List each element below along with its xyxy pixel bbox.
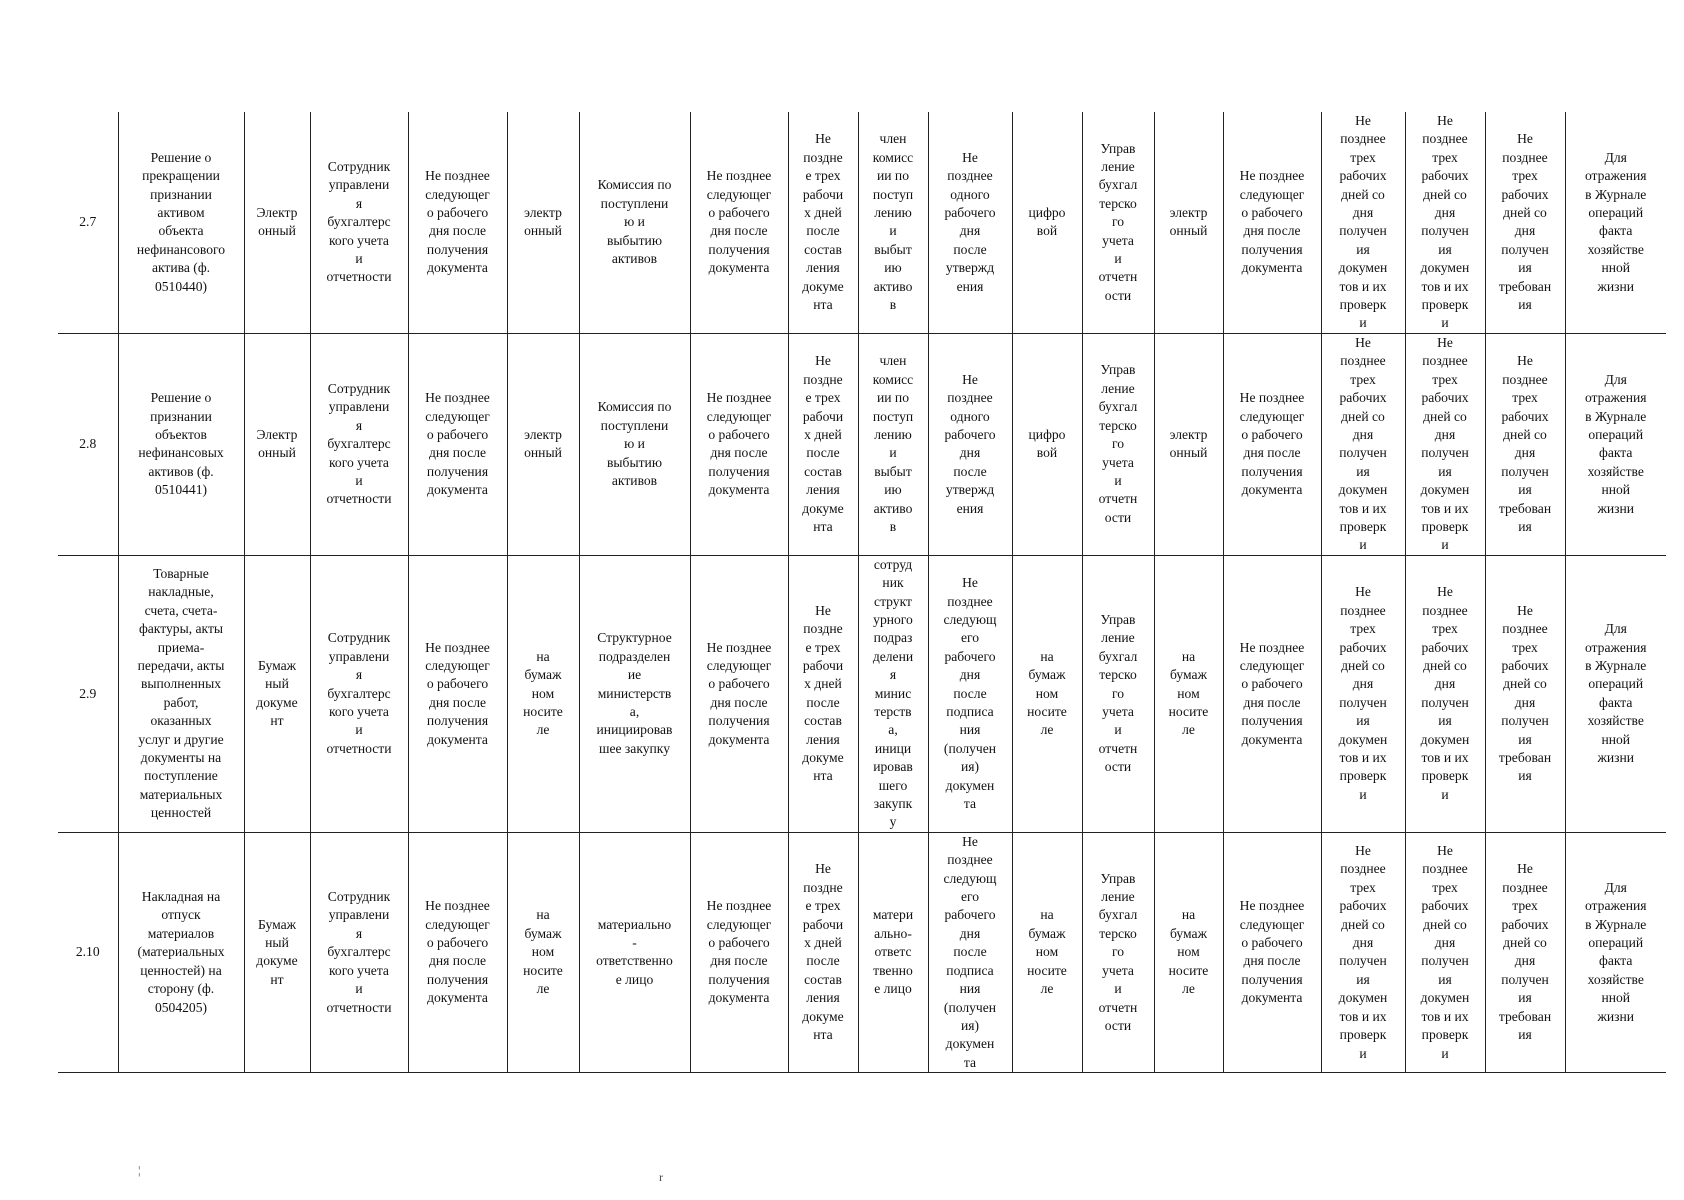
cell-text: электр онный [524,426,562,461]
table-cell [408,555,507,832]
cell-text: Бумаж ный докуме нт [256,916,298,987]
cell-text: Не поздне е трех рабочи х дней после состав ления докуме нта [802,353,844,534]
cell-text: Не позднее трех рабочих дней со дня получен ия докумен тов и их проверк и [1338,334,1388,553]
cell-text: цифро вой [1028,205,1066,239]
cell-text: Решение о прекращении признании активом объекта нефинансового актива (ф. 0510440) [136,149,226,294]
table-cell [579,555,690,832]
table-cell [1223,832,1321,1072]
table-cell [858,333,928,555]
row-number-cell [58,333,118,555]
row-number: 2.7 [79,214,97,230]
cell-text: Не поздне е трех рабочи х дней после состав ления докуме нта [802,131,844,313]
table-cell [928,832,1012,1072]
cell-text: Не позднее следующег о рабочего дня после получения документа [706,639,772,747]
cell-text: Для отражения в Журнале операций факта хозяйстве нной жизни [1584,621,1647,766]
table-cell [118,555,244,832]
table-cell [1154,112,1223,333]
row-number-cell [58,555,118,832]
table-row [58,832,1666,1072]
table-cell [1565,333,1666,555]
cell-text: электр онный [1169,205,1208,239]
cell-text: на бумаж ном носите ле [1168,907,1209,997]
cell-text: Структурное подразделен ие министерств а, инициировав шее закупку [596,630,673,756]
cell-text: Не позднее трех рабочих дней со дня получен ия докумен тов и их проверк и [1338,843,1388,1061]
cell-text: Для отражения в Журнале операций факта хозяйстве нной жизни [1584,149,1647,294]
table-cell [1485,555,1565,832]
cell-text: Электр онный [256,426,298,461]
cell-text: Не позднее следующег о рабочего дня после получения документа [425,390,490,498]
table-cell [928,333,1012,555]
table-cell [1405,112,1485,333]
table-cell [1405,555,1485,832]
table-cell [244,832,310,1072]
cell-text: Управ ление бухгал терско го учета и отчетн ости [1098,362,1138,525]
table-cell [408,333,507,555]
table-cell [579,333,690,555]
table-cell [1082,555,1154,832]
cell-text: член комисс ии по поступ лению и выбыт ию активо в [872,353,914,534]
cell-text: Для отражения в Журнале операций факта хозяйстве нной жизни [1584,879,1647,1024]
table-cell [1082,832,1154,1072]
cell-text: Не позднее следующ его рабочего дня после подписа ния (получен ия) докумен та [943,575,997,812]
table-cell [788,832,858,1072]
cell-text: Не позднее следующег о рабочего дня после получения документа [1239,168,1305,276]
table-cell [310,555,408,832]
table-cell [1223,555,1321,832]
cell-text: Для отражения в Журнале операций факта хозяйстве нной жизни [1584,371,1647,516]
cell-text: цифро вой [1028,426,1066,461]
cell-text: Управ ление бухгал терско го учета и отчетн ости [1098,611,1138,775]
table-cell [310,112,408,333]
cell-text: Комиссия по поступлени ю и выбытию активов [597,177,672,267]
cell-text: Не позднее трех рабочих дней со дня получен ия докумен тов и их проверк и [1420,584,1470,802]
cell-text: Сотрудник управлени я бухгалтерс кого учета и отчетности [326,630,392,756]
table-cell [1321,112,1405,333]
cell-text: Не позднее следующег о рабочего дня после получения документа [1239,898,1305,1006]
table-cell [858,555,928,832]
table-cell [1012,832,1082,1072]
table-cell [310,832,408,1072]
table-cell [1082,112,1154,333]
cell-text: Не позднее трех рабочих дней со дня получен ия докумен тов и их проверк и [1420,113,1470,331]
cell-text: Товарные накладные, счета, счета- фактуры, акты приема- передачи, акты выполненных работ, оказанных услуг и другие документы на поступление материальных ценностей [137,565,225,821]
table-cell [118,112,244,333]
cell-text: Накладная на отпуск материалов (материальных ценностей) на сторону (ф. 0504205) [137,889,225,1015]
table-cell [928,112,1012,333]
cell-text: электр онный [524,205,562,239]
table-cell [690,112,788,333]
table-cell [858,832,928,1072]
table-cell [690,333,788,555]
table-cell [118,333,244,555]
table-cell [690,832,788,1072]
table-cell [788,333,858,555]
cell-text: Не позднее трех рабочих дней со дня получен ия требован ия [1498,861,1552,1043]
table-cell [1154,555,1223,832]
cell-text: на бумаж ном носите ле [1027,907,1067,997]
table-cell [244,555,310,832]
cell-text: Не позднее трех рабочих дней со дня получен ия требован ия [1498,353,1552,534]
cell-text: Не позднее одного рабочего дня после утвержд ения [944,149,996,294]
table-cell [1321,555,1405,832]
cell-text: член комисс ии по поступ лению и выбыт ию активо в [872,131,914,313]
table-cell [1154,333,1223,555]
cell-text: Не позднее следующег о рабочего дня после получения документа [706,898,772,1006]
table-cell [1223,112,1321,333]
table-cell [1012,112,1082,333]
cell-text: Не позднее трех рабочих дней со дня получен ия требован ия [1498,602,1552,784]
cell-text: матери ально- ответс твенно е лицо [872,907,914,997]
table-cell [1321,333,1405,555]
table-cell [788,555,858,832]
cell-text: Не позднее следующег о рабочего дня после получения документа [425,168,490,276]
cell-text: Управ ление бухгал терско го учета и отчетн ости [1098,140,1138,303]
cell-text: Не позднее следующег о рабочего дня после получения документа [706,390,772,498]
cell-text: Не позднее трех рабочих дней со дня получен ия требован ия [1498,131,1552,313]
document-table [58,112,1666,1073]
cell-text: Не позднее трех рабочих дней со дня получен ия докумен тов и их проверк и [1338,113,1388,331]
cell-text: Сотрудник управлени я бухгалтерс кого учета и отчетности [326,380,392,507]
cell-text: Не позднее следующег о рабочего дня после получения документа [706,168,772,276]
table-cell [1405,832,1485,1072]
cell-text: Сотрудник управлени я бухгалтерс кого учета и отчетности [326,159,392,285]
row-number: 2.8 [79,436,97,452]
table-cell [1485,112,1565,333]
cell-text: Не позднее следующег о рабочего дня после получения документа [1239,390,1305,498]
cell-text: Не позднее следующег о рабочего дня после получения документа [1239,639,1305,747]
table-cell [1485,832,1565,1072]
table-cell [1154,832,1223,1072]
table-cell [1012,555,1082,832]
table-cell [1321,832,1405,1072]
table-cell [579,112,690,333]
cell-text: Не позднее следующ его рабочего дня после подписа ния (получен ия) докумен та [943,833,997,1070]
cell-text: Бумаж ный докуме нт [256,657,298,729]
cell-text: на бумаж ном носите ле [523,907,563,997]
table-cell [1565,112,1666,333]
table-cell [1565,832,1666,1072]
cell-text: на бумаж ном носите ле [1168,648,1209,738]
row-number-cell [58,832,118,1072]
table-cell [928,555,1012,832]
table-cell [1405,333,1485,555]
cell-text: Не позднее следующег о рабочего дня после получения документа [425,639,490,747]
table-cell [1565,555,1666,832]
table-cell [244,112,310,333]
table-cell [507,333,579,555]
row-number: 2.9 [79,685,97,701]
row-number: 2.10 [75,944,100,960]
cell-text: Электр онный [256,205,298,239]
table-cell [1012,333,1082,555]
table-cell [1485,333,1565,555]
cell-text: материально - ответственно е лицо [596,916,673,987]
cell-text: Управ ление бухгал терско го учета и отчетн ости [1098,870,1138,1033]
table-cell [579,832,690,1072]
table-row [58,112,1666,333]
table-cell [507,112,579,333]
table-cell [118,832,244,1072]
page-mark-right: r [659,1170,663,1184]
cell-text: Сотрудник управлени я бухгалтерс кого учета и отчетности [326,889,392,1015]
cell-text: Не позднее трех рабочих дней со дня получен ия докумен тов и их проверк и [1420,334,1470,553]
cell-text: Не позднее трех рабочих дней со дня получен ия докумен тов и их проверк и [1420,843,1470,1061]
cell-text: Комиссия по поступлени ю и выбытию активов [597,399,672,488]
table-cell [507,832,579,1072]
row-number-cell [58,112,118,333]
page-mark-left: ¦ [138,1163,141,1177]
table-row [58,333,1666,555]
cell-text: Не позднее следующег о рабочего дня после получения документа [425,898,490,1006]
table-cell [858,112,928,333]
table-cell [310,333,408,555]
cell-text: Не поздне е трех рабочи х дней после состав ления докуме нта [802,602,844,784]
cell-text: на бумаж ном носите ле [1027,648,1067,738]
cell-text: на бумаж ном носите ле [523,648,563,738]
table-row [58,555,1666,832]
cell-text: Не поздне е трех рабочи х дней после состав ления докуме нта [802,861,844,1043]
table-cell [1082,333,1154,555]
table-cell [1223,333,1321,555]
table-cell [690,555,788,832]
cell-text: Не позднее трех рабочих дней со дня получен ия докумен тов и их проверк и [1338,584,1388,802]
cell-text: Не позднее одного рабочего дня после утвержд ения [944,371,996,516]
table-cell [788,112,858,333]
cell-text: электр онный [1169,426,1208,461]
table-cell [244,333,310,555]
cell-text: сотруд ник структ урного подраз делени я минис терств а, иници ировав шего закупк у [872,556,914,830]
cell-text: Решение о признании объектов нефинансовых активов (ф. 0510441) [138,390,224,498]
table-cell [408,832,507,1072]
table-cell [507,555,579,832]
table-cell [408,112,507,333]
